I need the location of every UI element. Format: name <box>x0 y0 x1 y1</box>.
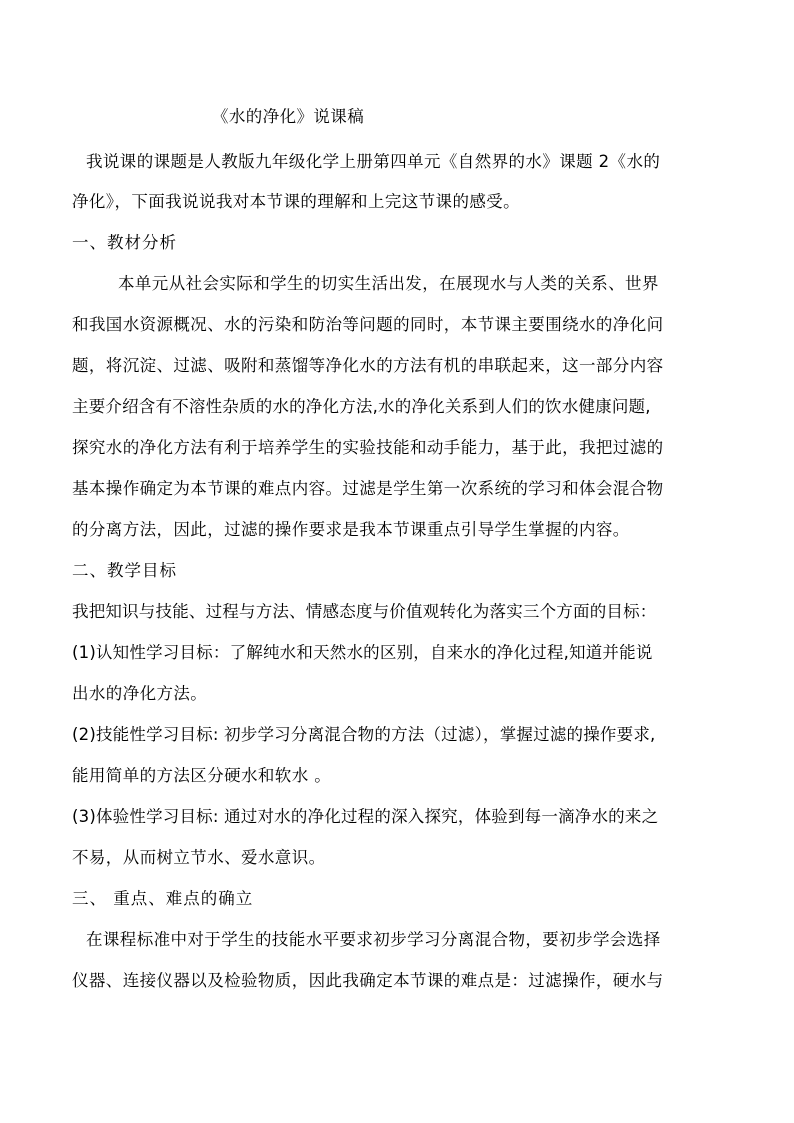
paragraph-line: 我把知识与技能、过程与方法、情感态度与价值观转化为落实三个方面的目标： <box>72 602 657 621</box>
section-heading-key-points: 三、 重点、难点的确立 <box>72 889 254 908</box>
section-heading-objectives: 二、教学目标 <box>72 561 177 580</box>
section-heading-materials: 一、教材分析 <box>72 233 177 252</box>
paragraph-line: 本单元从社会实际和学生的切实生活出发，在展现水与人类的关系、世界 <box>118 274 659 293</box>
paragraph-line: 主要介绍含有不溶性杂质的水的净化方法,水的净化关系到人们的饮水健康问题, <box>72 397 651 416</box>
paragraph-line: 的分离方法，因此，过滤的操作要求是我本节课重点引导学生掌握的内容。 <box>72 520 630 539</box>
objective-line: 出水的净化方法。 <box>72 684 208 703</box>
objective-line: (1)认知性学习目标：了解纯水和天然水的区别，自来水的净化过程,知道并能说 <box>72 643 653 662</box>
objective-line: 不易，从而树立节水、爱水意识。 <box>72 848 326 867</box>
paragraph-line: 和我国水资源概况、水的污染和防治等问题的同时，本节课主要围绕水的净化问 <box>72 315 664 334</box>
objective-line: 能用简单的方法区分硬水和软水 。 <box>72 766 332 785</box>
paragraph-line: 探究水的净化方法有利于培养学生的实验技能和动手能力，基于此，我把过滤的 <box>72 438 664 457</box>
objective-line: (3)体验性学习目标: 通过对水的净化过程的深入探究，体验到每一滴净水的来之 <box>72 807 659 826</box>
intro-line-2: 净化》，下面我说说我对本节课的理解和上完这节课的感受。 <box>72 192 521 211</box>
intro-line-1: 我说课的课题是人教版九年级化学上册第四单元《自然界的水》课题 2《水的 <box>86 152 661 171</box>
paragraph-line: 仪器、连接仪器以及检验物质，因此我确定本节课的难点是：过滤操作，硬水与 <box>72 971 664 990</box>
paragraph-line: 题，将沉淀、过滤、吸附和蒸馏等净化水的方法有机的串联起来，这一部分内容 <box>72 356 664 375</box>
document-title: 《水的净化》说课稿 <box>212 107 365 126</box>
paragraph-line: 基本操作确定为本节课的难点内容。过滤是学生第一次系统的学习和体会混合物 <box>72 479 664 498</box>
objective-line: (2)技能性学习目标: 初步学习分离混合物的方法（过滤），掌握过滤的操作要求, <box>72 725 656 744</box>
paragraph-line: 在课程标准中对于学生的技能水平要求初步学习分离混合物，要初步学会选择 <box>86 930 661 949</box>
